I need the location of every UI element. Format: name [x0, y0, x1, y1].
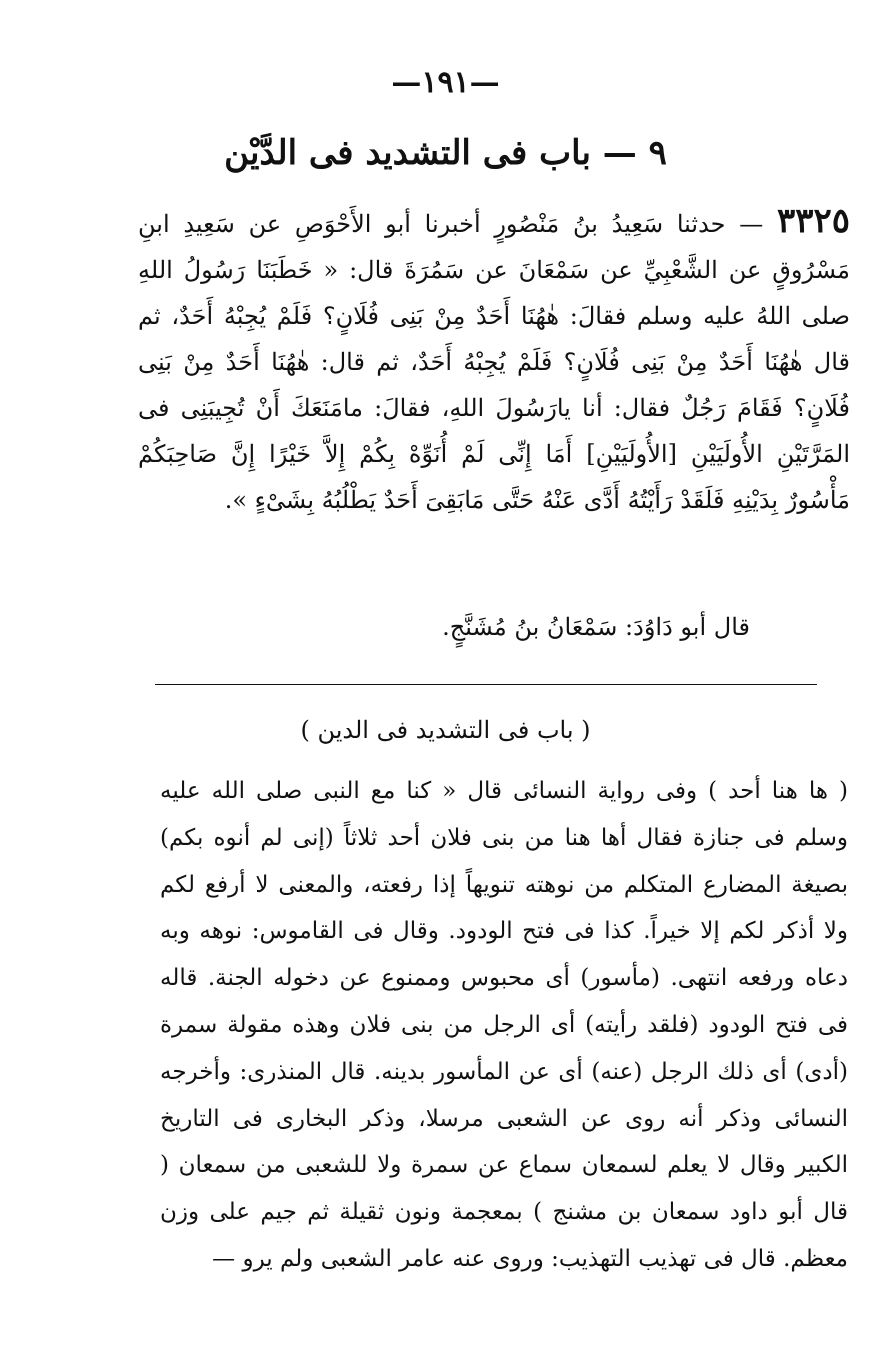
section-divider	[155, 684, 817, 685]
commentary-text: ( ها هنا أحد ) وفى رواية النسائى قال « كنا مع النبى صلى الله عليه وسلم فى جنازة فقال أها هنا من بنى فلان أحد ثلاثاً (إنى لم أنوه بكم) بصيغة المضارع المتكلم من نوهته تنويهاً إذا رفعته، والمعنى لا أرفع لكم ولا أذكر لكم إلا خيراً. كذا فى فتح الودود. وقال فى القاموس: نوهه وبه دعاه ورفعه انتهى. (مأسور) أى محبوس وممنوع عن دخوله الجنة. قاله فى فتح الودود (فلقد رأيته) أى الرجل من بنى فلان وهذه مقولة سمرة (أدى) أى ذلك الرجل (عنه) أى عن المأسور بدينه. قال المنذرى: وأخرجه النسائى وذكر أنه روى عن الشعبى مرسلا، وذكر البخارى فى التاريخ الكبير وقال لا يعلم لسمعان سماع عن سمرة ولا للشعبى من سمعان ( قال أبو داود سمعان بن مشنج ) بمعجمة ونون ثقيلة ثم جيم على وزن معظم. قال فى تهذيب التهذيب: وروى عنه عامر الشعبى ولم يرو —	[160, 778, 848, 1272]
hadith-text: — حدثنا سَعِيدُ بنُ مَنْصُورٍ أخبرنا أبو الأَحْوَصِ عن سَعِيدِ ابنِ مَسْرُوقٍ عن الشَّعْبِيِّ عن سَمْعَانَ عن سَمُرَةَ قال: « خَطَبَنَا رَسُولُ اللهِ صلى اللهُ عليه وسلم فقالَ: هٰهُنَا أَحَدٌ مِنْ بَنِى فُلَانٍ؟ فَلَمْ يُجِبْهُ أَحَدٌ، ثم قال هٰهُنَا أَحَدٌ مِنْ بَنِى فُلَانٍ؟ فَلَمْ يُجِبْهُ أَحَدٌ، ثم قال: هٰهُنَا أَحَدٌ مِنْ بَنِى فُلَانٍ؟ فَقَامَ رَجُلٌ فقال: أنا يارَسُولَ اللهِ، فقالَ: مامَنَعَكَ أَنْ تُجِيبَنِى فى المَرَّتَيْنِ الأُولَيَيْنِ [الأُولَيَيْنِ] أَمَا إِنِّى لَمْ أُنَوِّهْ بِكُمْ إِلاَّ خَيْرًا إِنَّ صَاحِبَكُمْ مَأْسُورٌ بِدَيْنِهِ فَلَقَدْ رَأَيْتُهُ أَدَّى عَنْهُ حَتَّى مَابَقِىَ أَحَدٌ يَطْلُبُهُ بِشَىْءٍ ».	[138, 210, 850, 514]
hadith-number: ٣٣٢٥	[776, 201, 850, 241]
page-number: —١٩١—	[391, 65, 500, 100]
abu-dawud-note: قال أبو دَاوُدَ: سَمْعَانُ بنُ مُشَنَّجٍ.	[442, 613, 750, 641]
chapter-title: ٩ — باب فى التشديد فى الدَّيْن	[224, 133, 667, 173]
commentary-title: ( باب فى التشديد فى الدين )	[300, 716, 591, 744]
hadith-block	[138, 198, 850, 523]
